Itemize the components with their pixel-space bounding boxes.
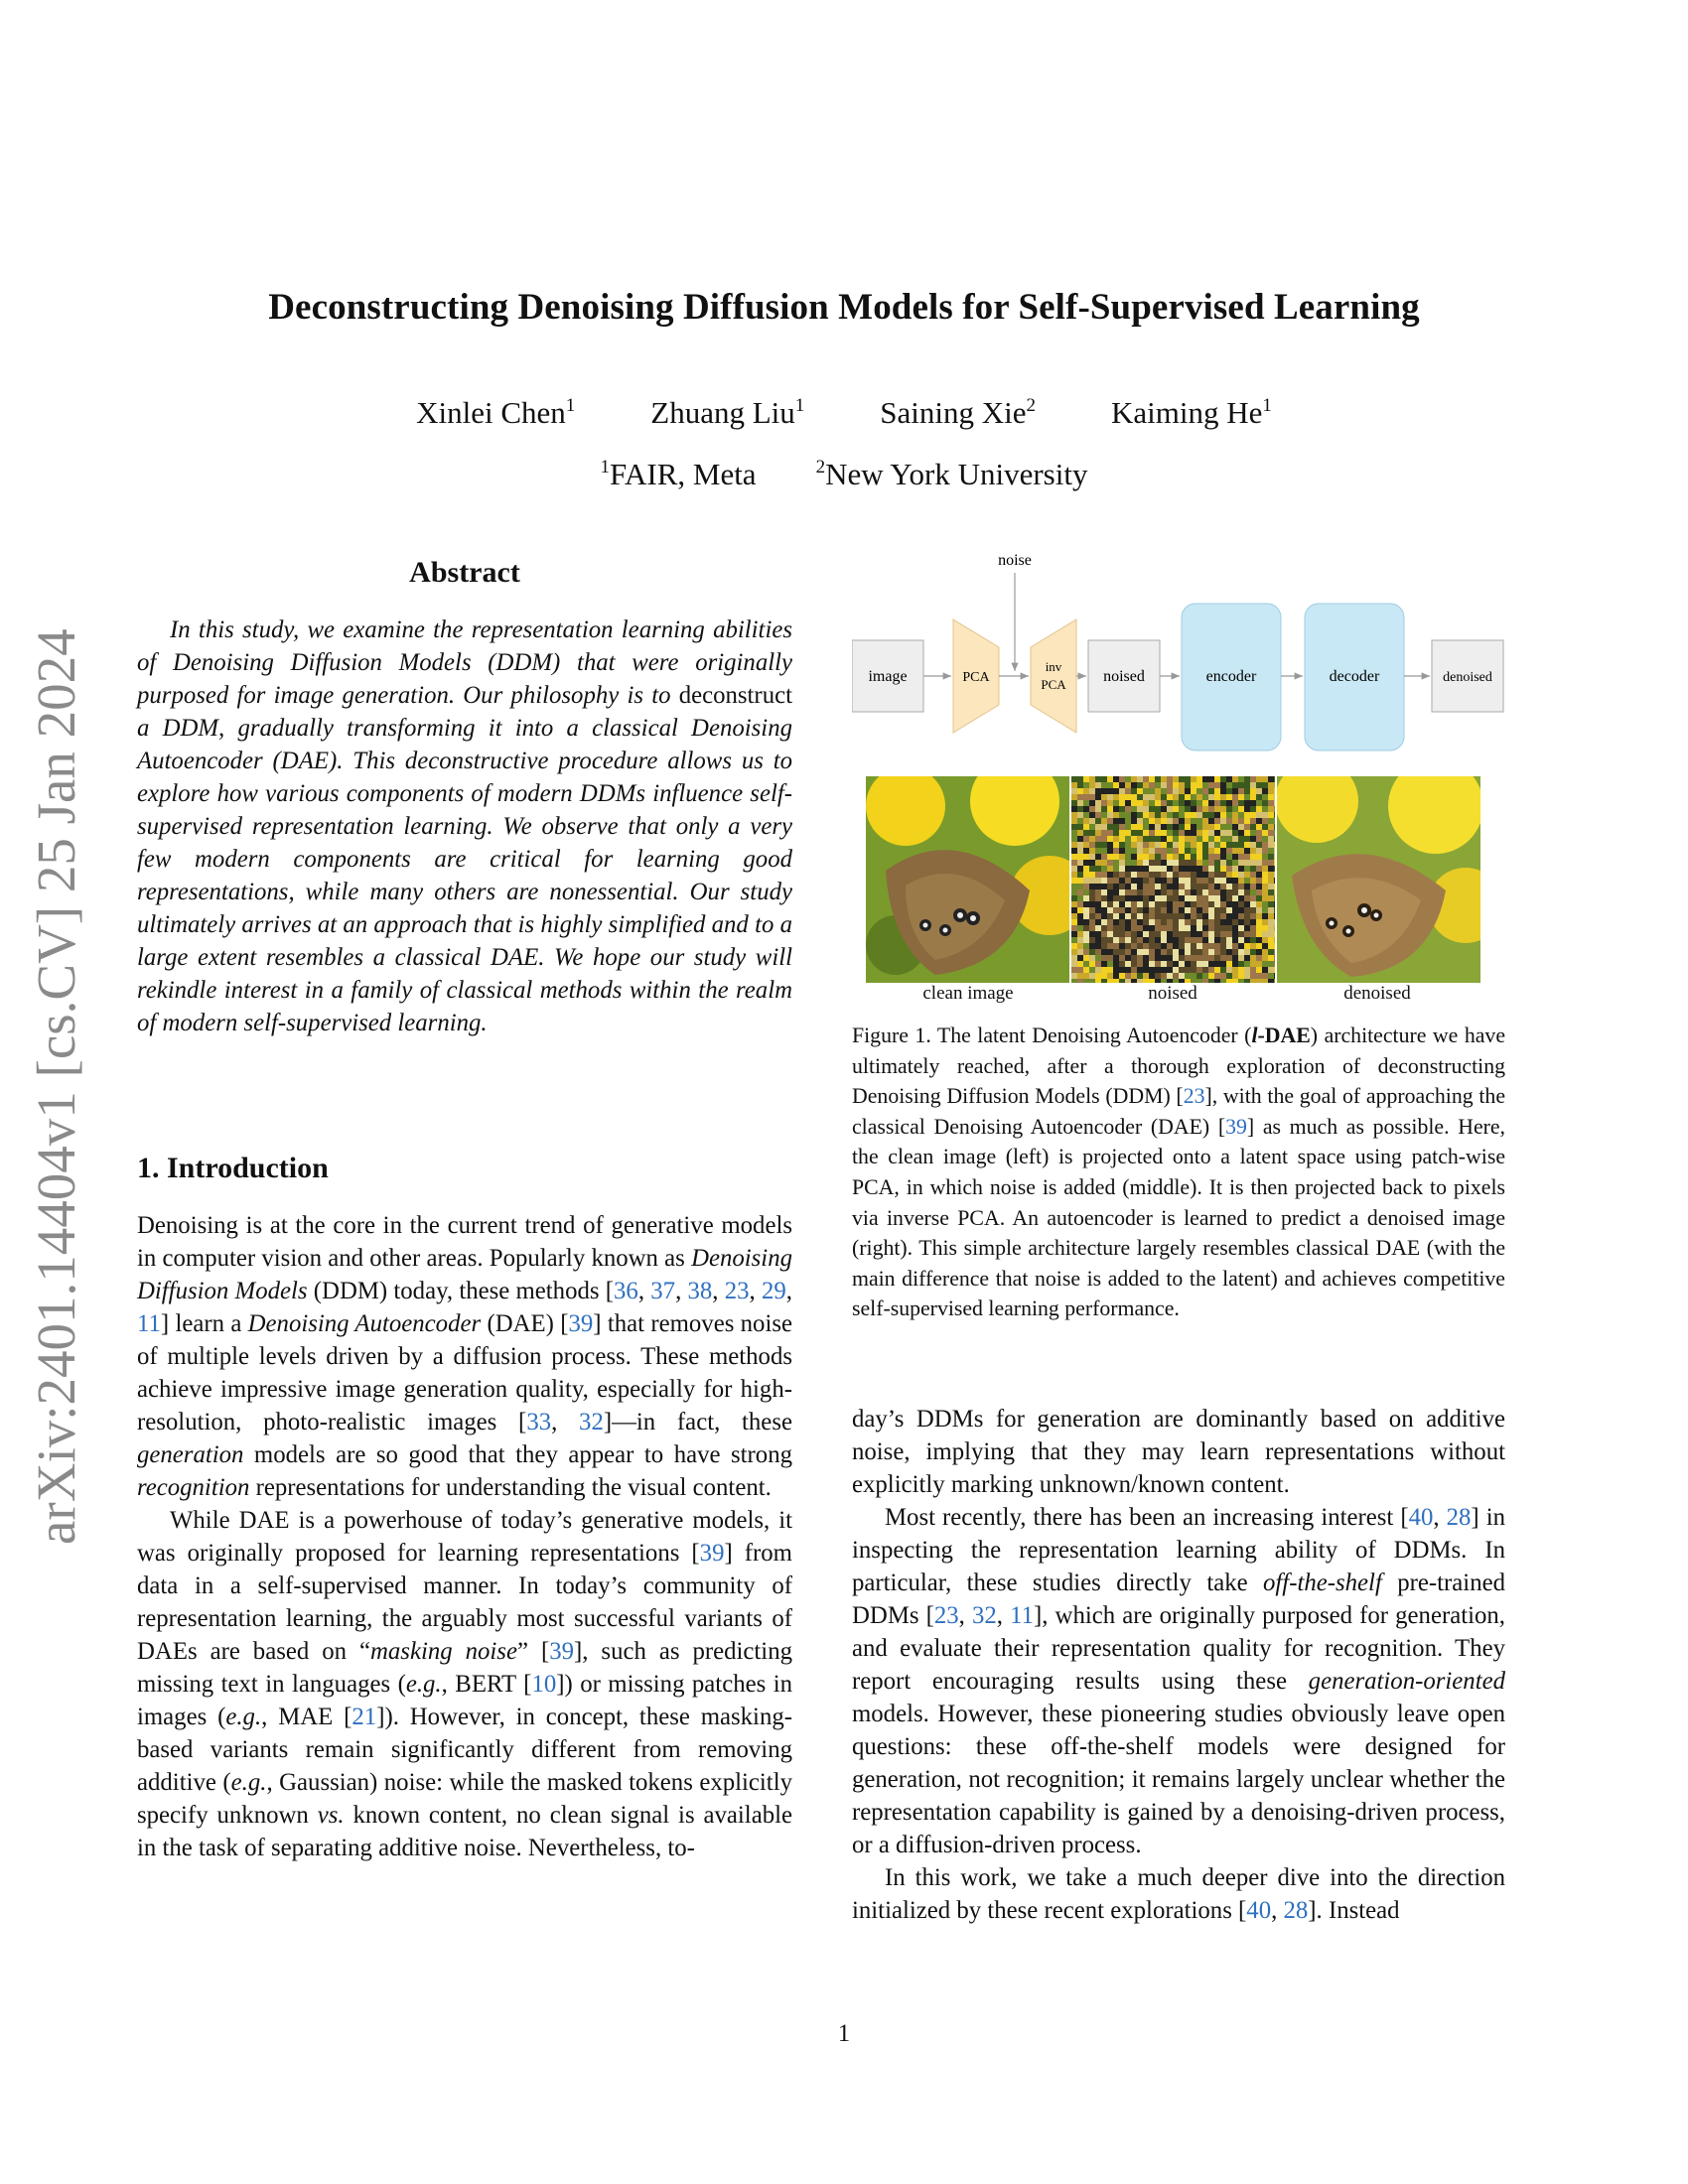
inverse-pca-block	[1031, 619, 1076, 733]
figure1-image-labels	[866, 983, 1481, 1005]
noised-image	[1071, 776, 1275, 983]
svg-text:inv: inv	[1045, 659, 1062, 674]
citation-link[interactable]: 29	[761, 1278, 786, 1304]
author: Saining Xie$^2$	[880, 395, 1037, 430]
citation-link[interactable]: 28	[1446, 1504, 1472, 1531]
citation-link[interactable]: 23	[1183, 1084, 1205, 1109]
figure1-caption: Figure 1. The latent Denoising Autoencoder (l-DAE) architecture we have ultimately reached, after a thorough exploration of deconstructing Denoising Diffusion Models (DDM) [23], with the goal of approaching the classical Denoising Autoencoder (DAE) [39] as much as possible. Here, the clean image (left) is projected onto a latent space using patch-wise PCA, in which noise is added (middle). It is then projected back to pixels via inverse PCA. An autoencoder is learned to predict a denoised image (right). This simple architecture largely resembles classical DAE (with the main difference that noise is added to the latent) and achieves competitive self-supervised learning performance.	[852, 1024, 1505, 1321]
section-heading-introduction: 1. Introduction	[137, 1152, 329, 1184]
citation-link[interactable]: 38	[687, 1278, 713, 1304]
citation-link[interactable]: 32	[579, 1409, 604, 1435]
figure1-architecture-diagram	[852, 548, 1505, 766]
affiliation: $^1$FAIR, Meta	[600, 457, 757, 491]
author: Zhuang Liu$^1$	[650, 395, 805, 430]
paper-title: Deconstructing Denoising Diffusion Models for Self-Supervised Learning	[268, 287, 1420, 328]
paragraph: In this work, we take a much deeper dive into the direction initialized by these recent explorations [40, 28]. Instead	[852, 1864, 1505, 1924]
clean-image	[866, 776, 1069, 983]
affiliation-list	[0, 457, 1688, 492]
citation-link[interactable]: 39	[699, 1540, 725, 1567]
citation-link[interactable]: 36	[614, 1278, 638, 1304]
citation-link[interactable]: 10	[531, 1671, 557, 1698]
intro-left-column	[137, 1209, 792, 1864]
abstract-text: In this study, we examine the representation learning abilities of Denoising Diffusion Models (DDM) that were originally purposed for image generation. Our philosophy is to deconstruct a DDM, gradually transforming it into a classical Denoising Autoencoder (DAE). This deconstructive procedure allows us to explore how various components of modern DDMs influence self-supervised representation learning. We observe that only a very few modern components are critical for learning good representations, while many others are nonessential. Our study ultimately arrives at an approach that is highly simplified and to a large extent resembles a classical DAE. We hope our study will rekindle interest in a family of classical methods within the realm of modern self-supervised learning.	[137, 616, 792, 1036]
citation-link[interactable]: 39	[1225, 1114, 1247, 1139]
arxiv-stamp: arXiv:2401.14404v1 [cs.CV] 25 Jan 2024	[26, 628, 86, 1545]
noise-label: noise	[998, 552, 1032, 569]
paragraph: Most recently, there has been an increasing interest [40, 28] in inspecting the representation learning ability of DDMs. In particular, these studies directly take off-the-shelf pre-trained DDMs [23, 32, 11], which are originally purposed for generation, and evaluate their representation quality for recognition. They report encouraging results using these generation-oriented models. However, these pioneering studies obviously leave open questions: these off-the-shelf models were designed for generation, not recognition; it remains largely unclear whether the representation capability is gained by a denoising-driven process, or a diffusion-driven process.	[852, 1504, 1505, 1858]
citation-link[interactable]: 11	[1010, 1602, 1034, 1629]
author: Kaiming He$^1$	[1111, 395, 1272, 430]
citation-link[interactable]: 40	[1246, 1897, 1272, 1924]
citation-link[interactable]: 39	[568, 1310, 594, 1337]
author: Xinlei Chen$^1$	[416, 395, 576, 430]
svg-text:encoder: encoder	[1205, 668, 1257, 685]
abstract-heading: Abstract	[409, 556, 520, 589]
paragraph: While DAE is a powerhouse of today’s generative models, it was originally proposed for learning representations [39] from data in a self-supervised manner. In today’s community of representation learning, the arguably most successful variants of DAEs are based on “masking noise” [39], such as predicting missing text in languages (e.g., BERT [10]) or missing patches in images (e.g., MAE [21]). However, in concept, these masking-based variants remain significantly different from removing additive (e.g., Gaussian) noise: while the masked tokens explicitly specify unknown vs. known content, no clean signal is available in the task of separating additive noise. Nevertheless, to-	[137, 1507, 792, 1861]
affiliation: $^2$New York University	[815, 457, 1088, 491]
svg-text:PCA: PCA	[962, 670, 990, 685]
citation-link[interactable]: 37	[650, 1278, 676, 1304]
paragraph: day’s DDMs for generation are dominantly based on additive noise, implying that they may learn representations without explicitly marking unknown/known content.	[852, 1406, 1505, 1498]
svg-text:PCA: PCA	[1041, 677, 1066, 692]
citation-link[interactable]: 40	[1408, 1504, 1434, 1531]
svg-text:decoder: decoder	[1329, 668, 1380, 685]
svg-text:noised: noised	[1103, 668, 1145, 685]
paragraph: Denoising is at the core in the current trend of generative models in computer vision and other areas. Popularly known as Denoising Diffusion Models (DDM) today, these methods [36, 37, 38, 23, 29, 11] learn a Denoising Autoencoder (DAE) [39] that removes noise of multiple levels driven by a diffusion process. These methods achieve impressive image generation quality, especially for high-resolution, photo-realistic images [33, 32]—in fact, these generation models are so good that they appear to have strong recognition representations for understanding the visual content.	[137, 1212, 793, 1501]
citation-link[interactable]: 21	[352, 1704, 377, 1730]
citation-link[interactable]: 32	[971, 1602, 997, 1629]
svg-text:denoised: denoised	[1443, 670, 1492, 685]
page-number: 1	[837, 2020, 851, 2047]
denoised-image	[1277, 776, 1480, 983]
figure1-image-strip	[866, 776, 1481, 983]
citation-link[interactable]: 23	[724, 1278, 750, 1304]
image-label: clean image	[922, 983, 1014, 1004]
image-label: denoised	[1343, 983, 1411, 1004]
intro-right-column	[852, 1403, 1505, 1927]
citation-link[interactable]: 39	[549, 1638, 574, 1665]
author-list	[0, 395, 1688, 431]
citation-link[interactable]: 28	[1283, 1897, 1309, 1924]
citation-link[interactable]: 33	[526, 1409, 552, 1435]
citation-link[interactable]: 23	[933, 1602, 959, 1629]
svg-text:image: image	[868, 668, 908, 685]
citation-link[interactable]: 11	[137, 1310, 161, 1337]
image-label: noised	[1148, 983, 1197, 1004]
